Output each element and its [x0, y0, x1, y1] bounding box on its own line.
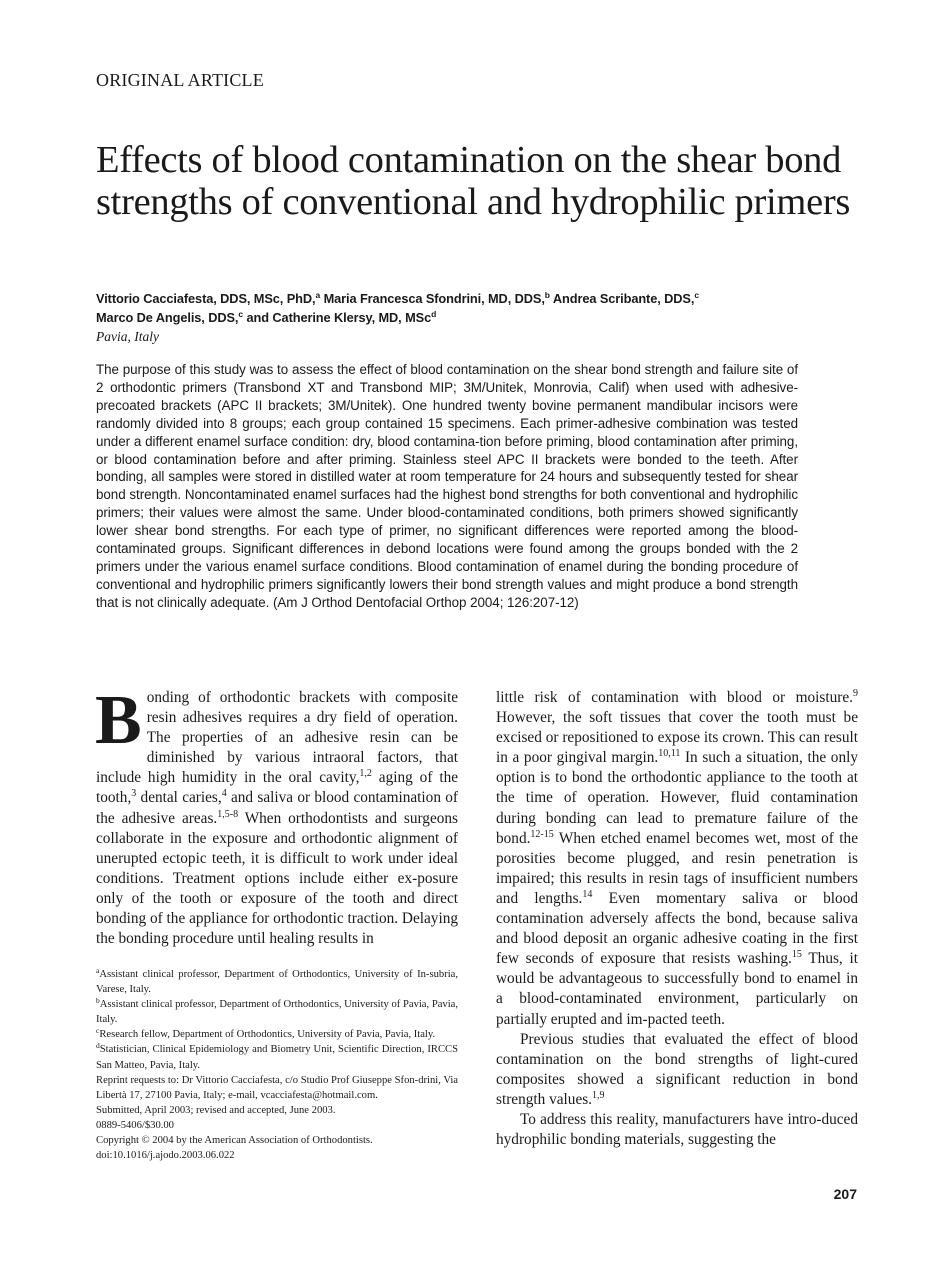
- affiliation-mark: d: [431, 309, 437, 319]
- citation-superscript: 9: [853, 688, 858, 699]
- footnote-mark: d: [96, 1041, 100, 1051]
- footnote: Submitted, April 2003; revised and accepted, June 2003.: [96, 1104, 336, 1116]
- author-name: Maria Francesca Sfondrini, MD, DDS,: [323, 291, 545, 306]
- footnote: $^d$Statistician, Clinical Epidemiology and Biometry Unit, Scientific Direction, IRCCS San Matteo, Pavia, Italy.: [96, 1041, 458, 1071]
- paragraph-text: onding of orthodontic brackets with composite resin adhesives requires a dry field of operation. The properties of an adhesive resin can be diminished by various intraoral factors, that include high humidity in the oral cavity,$^{1,2}$ aging of the tooth,$^3$ dental caries,$^4$ and saliva or blood contamination of the adhesive areas.$^{1,5-8}$ When orthodontists and surgeons collaborate in the exposure and orthodontic alignment of unerupted ectopic teeth, it is difficult to work under ideal conditions. Treatment options include either ex-posure only of the tooth or exposure of the tooth and direct bonding of the appliance for orthodontic traction. Delaying the bonding procedure until healing results in: [96, 689, 459, 948]
- body-paragraph: To address this reality, manufacturers have intro-duced hydrophilic bonding materials, suggesting the: [496, 1110, 858, 1149]
- page-number: 207: [833, 1186, 857, 1202]
- citation-superscript: 1,5-8: [217, 808, 239, 820]
- footnote: Copyright © 2004 by the American Association of Orthodontists.: [96, 1135, 373, 1147]
- author-name: Marco De Angelis, DDS,: [96, 310, 239, 325]
- article-title: Effects of blood contamination on the shear bond strengths of conventional and hydrophilic primers: [96, 139, 851, 223]
- footnote: $^c$Research fellow, Department of Orthodontics, University of Pavia, Pavia, Italy.: [96, 1026, 436, 1041]
- drop-cap: B: [95, 682, 142, 759]
- footnote: doi:10.1016/j.ajodo.2003.06.022: [96, 1150, 235, 1162]
- citation-superscript: 12-15: [530, 828, 554, 840]
- body-paragraph: little risk of contamination with blood or moisture.$^9$ However, the soft tissues that cover the tooth must be excised or repositioned to expose its crown. This can result in a poor gingival margin.$^{10,11}$ In such a situation, the only option is to bond the orthodontic appliance to the tooth at the time of operation. However, fluid contamination during bonding can lead to premature failure of the bond.$^{12-15}$ When etched enamel becomes wet, most of the porosities become plugged, and resin penetration is impaired; this results in resin tags of insufficient numbers and lengths.$^{14}$ Even momentary saliva or blood contamination adversely affects the bond, because saliva and blood deposit an organic adhesive coating in the first few seconds of exposure that resists washing.$^{15}$ Thus, it would be advantageous to successfully bond to enamel in a blood-contaminated environment, particularly on partially erupted and im-pacted teeth.: [496, 688, 858, 1028]
- author-name: Andrea Scribante, DDS,: [552, 291, 695, 306]
- body-column-left: [95, 682, 459, 949]
- affiliation-mark: c: [238, 309, 244, 319]
- citation-superscript: 4: [221, 788, 227, 800]
- author-list: [96, 289, 836, 327]
- citation-superscript: 14: [582, 888, 593, 900]
- author-name: Vittorio Cacciafesta, DDS, MSc, PhD,: [96, 291, 316, 306]
- citation-superscript: 1,2: [359, 768, 372, 780]
- section-label: ORIGINAL ARTICLE: [96, 70, 264, 90]
- citation-superscript: 10,11: [658, 748, 681, 760]
- footnotes: [96, 967, 458, 1163]
- body-column-right: [496, 688, 858, 1150]
- author-name: and Catherine Klersy, MD, MSc: [246, 310, 432, 325]
- citation-superscript: 1,9: [592, 1089, 605, 1101]
- citation-superscript: 3: [131, 788, 137, 800]
- footnote: $^b$Assistant clinical professor, Department of Orthodontics, University of Pavia, Pavia, Italy.: [96, 996, 458, 1026]
- footnote-mark: b: [96, 996, 100, 1006]
- footnote: Reprint requests to: Dr Vittorio Cacciafesta, c/o Studio Prof Giuseppe Sfon-drini, Via Libertà 17, 27100 Pavia, Italy; e-mail, vcacciafesta@hotmail.com.: [96, 1074, 458, 1101]
- affiliation-mark: a: [315, 290, 321, 300]
- footnote: $^a$Assistant clinical professor, Department of Orthodontics, University of In-subria, Varese, Italy.: [96, 966, 458, 996]
- body-paragraph: [95, 682, 459, 949]
- body-paragraph: Previous studies that evaluated the effect of blood contamination on the bond strengths of light-cured composites showed a significant reduction in bond strength values.$^{1,9}$: [496, 1030, 858, 1108]
- affiliation-mark: c: [694, 290, 699, 300]
- abstract: The purpose of this study was to assess the effect of blood contamination on the shear bond strength and failure site of 2 orthodontic primers (Transbond XT and Transbond MIP; 3M/Unitek, Monrovia, Calif) when used with adhesive-precoated brackets (APC II brackets; 3M/Unitek). One hundred twenty bovine permanent mandibular incisors were randomly divided into 8 groups; each group contained 15 specimens. Each primer-adhesive combination was tested under a different enamel surface condition: dry, blood contamina-tion before priming, blood contamination after priming, or blood contamination before and after priming. Stainless steel APC II brackets were bonded to the teeth. After bonding, all samples were stored in distilled water at room temperature for 24 hours and subsequently tested for shear bond strength. Noncontaminated enamel surfaces had the highest bond strengths for both conventional and hydrophilic primers; their values were almost the same. Under blood-contaminated conditions, both primers showed significantly lower shear bond strengths. For each type of primer, no significant differences were reported among the blood-contaminated groups. Significant differences in debond locations were found among the groups bonded with the 2 primers under the various enamel surface conditions. Blood contamination of enamel during the bonding procedure of conventional and hydrophilic primers significantly lowers their bond strength values and might produce a bond strength that is not clinically adequate. (Am J Orthod Dentofacial Orthop 2004; 126:207-12): [96, 362, 798, 610]
- author-location: Pavia, Italy: [96, 329, 159, 344]
- footnote-mark: c: [96, 1026, 100, 1036]
- affiliation-mark: b: [544, 290, 550, 300]
- citation-superscript: 15: [791, 949, 802, 961]
- footnote: 0889-5406/$30.00: [96, 1119, 174, 1131]
- footnote-mark: a: [96, 966, 100, 975]
